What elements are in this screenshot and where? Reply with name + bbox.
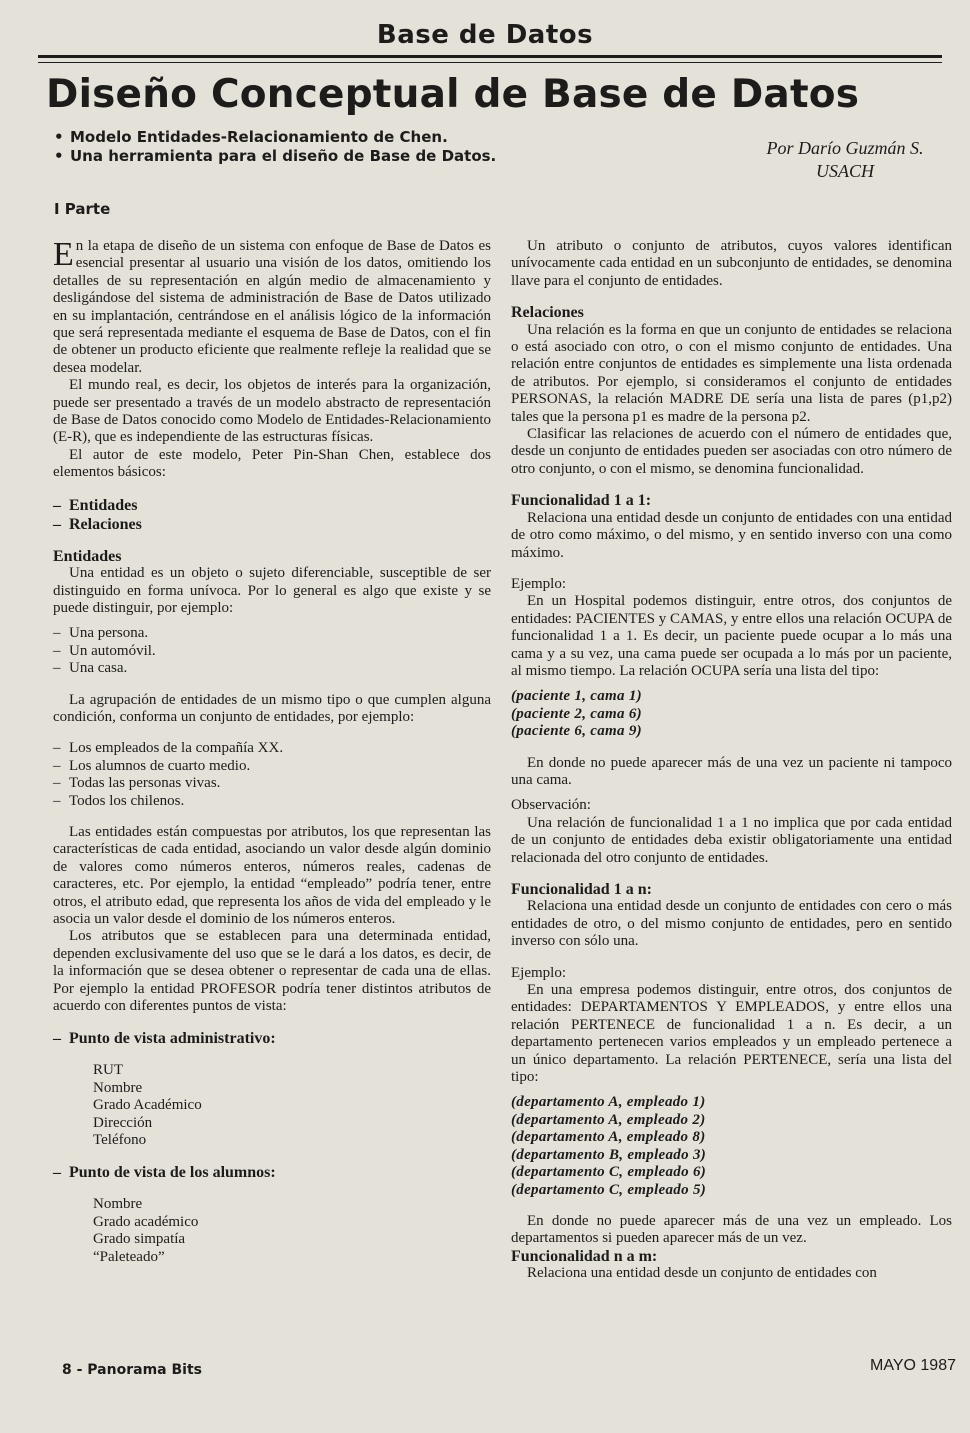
list-item: – Entidades (53, 496, 491, 515)
part-label: I Parte (54, 200, 111, 218)
paragraph: Relaciona una entidad desde un conjunto de entidades con cero o más entidades de otro, o del mismo conjunto de entidades, pero en sentido inverso con sólo una. (511, 898, 952, 950)
list-item: Grado académico (93, 1213, 199, 1230)
attribute-list (53, 1196, 491, 1266)
right-column (511, 238, 952, 1283)
header-rule-thick (38, 55, 942, 58)
paragraph: En una empresa podemos distinguir, entre otros, dos conjuntos de entidades: DEPARTAMENTOS Y EMPLEADOS, y entre ellos una relación PERTENECE de funcionalidad 1 a n. Es decir, a un departamento pertenecen varios empleados y un empleado pertenece a un único departamento. La relación PERTENECE, sería una lista del tipo: (511, 982, 952, 1086)
list-item: Teléfono (93, 1132, 147, 1149)
drop-cap: E (53, 236, 74, 273)
paragraph: El mundo real, es decir, los objetos de interés para la organización, puede ser presentado a través de un modelo abstracto de representación de Base de Datos conocido como Modelo de Entidades-Relacionamiento (E-R), que es independiente de las estructuras físicas. (53, 377, 491, 446)
subheading: Funcionalidad 1 a 1: (511, 492, 652, 510)
paragraph: En donde no puede aparecer más de una vez un empleado. Los departamentos si pueden aparecer más de un vez. (511, 1212, 952, 1247)
paragraph: Una entidad es un objeto o sujeto diferenciable, susceptible de ser distinguido en forma unívoca. Por lo general es algo que existe y se puede distinguir, por ejemplo: (53, 565, 491, 616)
page-footer-left: 8 - Panorama Bits (62, 1362, 202, 1378)
author-affiliation: USACH (816, 161, 874, 181)
list-item: – Los alumnos de cuarto medio. (53, 758, 491, 775)
bullet-item: • Una herramienta para el diseño de Base de Datos. (54, 147, 504, 166)
paragraph: Los atributos que se establecen para una determinada entidad, dependen exclusivamente del uso que se le dará a los datos, es decir, de la información que se desea obtener o representar de cada una de ellas. Por ejemplo la entidad PROFESOR podría tener distintos atributos de acuerdo con diferentes puntos de vista: (53, 928, 491, 1015)
list-item: Dirección (93, 1114, 153, 1131)
list-item: – Los empleados de la compañía XX. (53, 740, 491, 757)
article-title: Diseño Conceptual de Base de Datos (46, 72, 860, 117)
tuple: (departamento B, empleado 3) (511, 1146, 707, 1163)
paragraph: El autor de este modelo, Peter Pin-Shan Chen, establece dos elementos básicos: (53, 446, 491, 481)
example-label: Ejemplo: (511, 964, 566, 981)
paragraph: Clasificar las relaciones de acuerdo con el número de entidades que, desde un conjunto de entidades pueden ser asociadas con otro número de otro conjunto, o con el mismo, se denomina funcionalidad. (511, 426, 952, 477)
paragraph: En un Hospital podemos distinguir, entre otros, dos conjuntos de entidades: PACIENTES y CAMAS, y entre ellos una relación OCUPA de funcionalidad 1 a 1. Es decir, un paciente puede ocupar a lo más una cama y a su vez, una cama puede ser ocupada a lo más por un paciente, al mismo tiempo. La relación OCUPA sería una lista del tipo: (511, 593, 952, 679)
bullet-item: • Modelo Entidades-Relacionamiento de Chen. (54, 128, 504, 147)
paragraph: Un atributo o conjunto de atributos, cuyos valores identifican unívocamente cada entidad en un subconjunto de entidades, se denomina llave para el conjunto de entidades. (511, 238, 952, 289)
list-item: – Todos los chilenos. (53, 793, 491, 810)
tuple-list (511, 688, 952, 740)
list-item: – Un automóvil. (53, 643, 491, 660)
author-name: Por Darío Guzmán S. (766, 138, 924, 158)
tuple: (paciente 2, cama 6) (511, 705, 642, 722)
list-item: Grado Académico (93, 1097, 202, 1114)
subheading: Entidades (53, 547, 122, 565)
viewpoint-heading: – Punto de vista administrativo: (53, 1029, 491, 1048)
paragraph: Relaciona una entidad desde un conjunto de entidades con (527, 1265, 877, 1282)
attribute-list (53, 1062, 491, 1149)
tuple: (departamento C, empleado 6) (511, 1164, 707, 1181)
left-column (53, 238, 491, 1266)
article-bullets (54, 128, 504, 166)
elements-list (53, 496, 491, 534)
tuple-list (511, 1094, 952, 1198)
paragraph: Relaciona una entidad desde un conjunto de entidades con una entidad de otro como máximo, o del mismo, y en sentido inverso con una como máximo. (511, 509, 952, 561)
tuple: (departamento A, empleado 2) (511, 1111, 706, 1128)
viewpoint-heading: – Punto de vista de los alumnos: (53, 1163, 491, 1182)
paragraph: En donde no puede aparecer más de una vez un paciente ni tampoco una cama. (511, 754, 952, 788)
paragraph: Una relación es la forma en que un conjunto de entidades se relaciona o está asociado con otro, o con el mismo conjunto de entidades. Una relación entre conjuntos de entidades es simplemente una lista ordenada de atributos. Por ejemplo, si consideramos el conjunto de entidades PERSONAS, la relación MADRE DE sería una lista de pares (p1,p2) tales que la persona p1 es madre de la persona p2. (511, 321, 952, 425)
list-item: Grado simpatía (93, 1231, 186, 1248)
list-item: – Todas las personas vivas. (53, 775, 491, 792)
paragraph: La agrupación de entidades de un mismo tipo o que cumplen alguna condición, conforma un conjunto de entidades, por ejemplo: (53, 691, 491, 725)
tuple: (departamento A, empleado 8) (511, 1129, 706, 1146)
tuple: (paciente 6, cama 9) (511, 723, 642, 740)
subheading: Relaciones (511, 304, 584, 322)
tuple: (departamento C, empleado 5) (511, 1181, 707, 1198)
list-item: RUT (93, 1062, 123, 1079)
observation-label: Observación: (511, 797, 591, 814)
subheading: Funcionalidad 1 a n: (511, 881, 652, 898)
examples-list (53, 740, 491, 810)
list-item: – Una casa. (53, 660, 491, 677)
list-item: – Relaciones (53, 515, 491, 534)
examples-list (53, 625, 491, 677)
list-item: Nombre (93, 1196, 143, 1213)
page-footer-date: MAYO 1987 (870, 1357, 956, 1374)
header-rule-thin (38, 62, 942, 63)
section-label: Base de Datos (376, 20, 594, 50)
paragraph: Las entidades están compuestas por atributos, los que representan las características de cada entidad, asociando un valor desde algún dominio de valores como números enteros, números reales, cadenas de caracteres, etc. Por ejemplo, la entidad “empleado” podría tener, entre otros, el atributo edad, que representa los años de vida del empleado y le asocia un valor desde el dominio de los números enteros. (53, 823, 491, 927)
list-item: “Paleteado” (93, 1248, 165, 1265)
example-label: Ejemplo: (511, 575, 566, 592)
paragraph: Una relación de funcionalidad 1 a 1 no implica que por cada entidad de un conjunto de entidades deba existir obligatoriamente una entidad relacionada del otro conjunto de entidades. (511, 814, 952, 866)
list-item: – Una persona. (53, 625, 491, 642)
tuple: (paciente 1, cama 1) (511, 688, 642, 705)
subheading: Funcionalidad n a m: (511, 1247, 658, 1265)
tuple: (departamento A, empleado 1) (511, 1094, 706, 1111)
byline (740, 137, 950, 183)
list-item: Nombre (93, 1079, 143, 1096)
intro-paragraph: En la etapa de diseño de un sistema con enfoque de Base de Datos es esencial presentar al usuario una visión de los datos, omitiendo los detalles de su representación en algún medio de almacenamiento y desligándose del sistema de administración de Base de Datos utilizado en su implantación, centrándose en el análisis lógico de la información que será representada mediante el esquema de Base de Datos, con el fin de obtener un producto eficiente que realmente refleje la realidad que se desea modelar. (53, 236, 491, 376)
